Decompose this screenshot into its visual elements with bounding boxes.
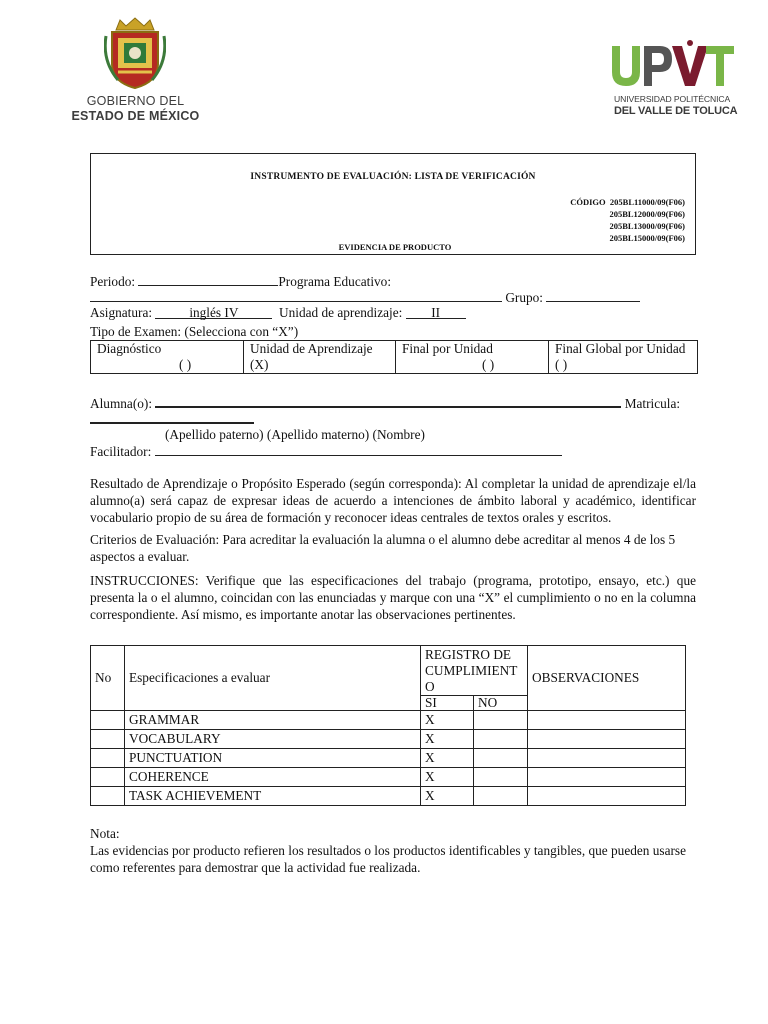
- row-no: [91, 787, 125, 806]
- row-obs-cell[interactable]: [528, 787, 686, 806]
- codigo-label: CÓDIGO: [570, 197, 606, 207]
- exam-type-row: [91, 341, 698, 374]
- row-no-cell[interactable]: [474, 749, 528, 768]
- instrucciones-paragraph: INSTRUCCIONES: Verifique que las especificaciones del trabajo (programa, prototipo, ensayo, etc.) que presenta la o el alumno, coincidan con las enunciadas y marque con una “X” el cumplimiento o no en la columna correspondiente. Así mismo, es importante anotar las observaciones pertinentes.: [90, 573, 696, 622]
- row-si-cell[interactable]: X: [421, 768, 474, 787]
- periodo-field[interactable]: [138, 272, 278, 286]
- nota-text: Las evidencias por producto refieren los resultados o los productos identificables y tangibles, que pueden usarse como referentes para demostrar que la actividad fue realizada.: [90, 843, 686, 875]
- codigo-value-4: 205BL15000/09(F06): [609, 233, 685, 243]
- row-obs-cell[interactable]: [528, 749, 686, 768]
- facilitador-label: Facilitador:: [90, 444, 152, 459]
- exam-type-label: Final Global por Unidad: [555, 341, 686, 356]
- exam-type-label: Diagnóstico: [97, 341, 162, 356]
- row-no: [91, 768, 125, 787]
- eval-header-row: [91, 646, 686, 696]
- exam-type-diagnostico[interactable]: [91, 341, 244, 374]
- row-si-cell[interactable]: X: [421, 787, 474, 806]
- exam-type-label: Unidad de Aprendizaje: [250, 341, 373, 356]
- exam-type-final-unidad[interactable]: [396, 341, 549, 374]
- title-box: [90, 153, 696, 255]
- codigo-row-1: [570, 196, 685, 208]
- upvt-mark-icon: [610, 38, 736, 90]
- row-no-cell[interactable]: [474, 787, 528, 806]
- evaluation-table: [90, 645, 686, 806]
- alumno-row: [90, 393, 680, 412]
- row-no-cell[interactable]: [474, 711, 528, 730]
- row-no: [91, 730, 125, 749]
- row-no: [91, 711, 125, 730]
- grupo-field[interactable]: [546, 288, 640, 302]
- asignatura-label: Asignatura:: [90, 305, 153, 320]
- facilitador-field[interactable]: [155, 442, 562, 456]
- exam-type-checkbox[interactable]: ( ): [179, 357, 192, 372]
- table-row: [91, 749, 686, 768]
- criterios-paragraph: Criterios de Evaluación: Para acreditar la evaluación la alumna o el alumno debe acreditar al menos 4 de los 5 aspectos a evaluar.: [90, 532, 676, 564]
- exam-type-unidad[interactable]: [244, 341, 396, 374]
- upvt-line1: UNIVERSIDAD POLITÉCNICA: [614, 94, 731, 104]
- exam-type-checkbox[interactable]: ( ): [482, 357, 495, 372]
- table-row: [91, 711, 686, 730]
- unidad-label: Unidad de aprendizaje:: [279, 305, 403, 320]
- header-no-col: NO: [474, 696, 528, 711]
- gobierno-line2: ESTADO DE MÉXICO: [71, 109, 200, 123]
- header-spec: Especificaciones a evaluar: [125, 646, 421, 711]
- codigo-value-1: 205BL11000/09(F06): [609, 197, 685, 207]
- exam-type-final-global[interactable]: [549, 341, 698, 374]
- row-no-cell[interactable]: [474, 730, 528, 749]
- gobierno-line1: GOBIERNO DEL: [86, 94, 185, 108]
- programa-row: [90, 288, 640, 306]
- programa-field[interactable]: [90, 288, 502, 302]
- alumno-field[interactable]: [155, 393, 621, 408]
- row-spec: COHERENCE: [125, 768, 421, 787]
- tipo-examen-label: Tipo de Examen: (Selecciona con “X”): [90, 324, 299, 339]
- matricula-label: Matricula:: [624, 396, 681, 411]
- row-spec: PUNCTUATION: [125, 749, 421, 768]
- alumno-label: Alumna(o):: [90, 396, 153, 411]
- matricula-field[interactable]: [90, 422, 254, 424]
- row-obs-cell[interactable]: [528, 768, 686, 787]
- codigo-value-3: 205BL13000/09(F06): [609, 221, 685, 231]
- facilitador-row: [90, 442, 562, 460]
- exam-type-checkbox[interactable]: ( ): [555, 357, 568, 372]
- row-no: [91, 749, 125, 768]
- row-si-cell[interactable]: X: [421, 749, 474, 768]
- asignatura-field[interactable]: inglés IV: [155, 305, 272, 319]
- row-si-cell[interactable]: X: [421, 711, 474, 730]
- codigo-block: [570, 196, 685, 244]
- evidencia-label: EVIDENCIA DE PRODUCTO: [338, 242, 452, 252]
- grupo-label: Grupo:: [505, 290, 543, 305]
- programa-label: Programa Educativo:: [278, 274, 392, 289]
- nota-label: Nota:: [90, 826, 120, 841]
- codigo-value-2: 205BL12000/09(F06): [609, 209, 685, 219]
- row-spec: TASK ACHIEVEMENT: [125, 787, 421, 806]
- document-title: INSTRUMENTO DE EVALUACIÓN: LISTA DE VERIFICACIÓN: [250, 172, 536, 182]
- asignatura-row: [90, 305, 466, 321]
- table-row: [91, 730, 686, 749]
- row-si-cell[interactable]: X: [421, 730, 474, 749]
- state-seal-icon: [104, 16, 166, 90]
- unidad-field[interactable]: II: [406, 305, 466, 319]
- row-spec: VOCABULARY: [125, 730, 421, 749]
- row-obs-cell[interactable]: [528, 711, 686, 730]
- upvt-logo: [610, 38, 740, 120]
- upvt-line2: DEL VALLE DE TOLUCA: [614, 105, 738, 117]
- periodo-label: Periodo:: [90, 274, 136, 289]
- exam-type-checkbox[interactable]: (X): [250, 357, 269, 372]
- resultado-paragraph: Resultado de Aprendizaje o Propósito Esperado (según corresponda): Al completar la unidad de aprendizaje el/la alumno(a) será capaz de expresar ideas de acuerdo a intenciones de ámbito laboral y académico, identificar vocabulario propio de su área de formación y reconocer ideas centrales de textos orales y escritos.: [90, 476, 696, 525]
- table-row: [91, 787, 686, 806]
- exam-type-label: Final por Unidad: [402, 341, 493, 356]
- row-no-cell[interactable]: [474, 768, 528, 787]
- row-spec: GRAMMAR: [125, 711, 421, 730]
- row-obs-cell[interactable]: [528, 730, 686, 749]
- header-observaciones: OBSERVACIONES: [528, 646, 686, 711]
- exam-type-table: [90, 340, 698, 374]
- header-si: SI: [421, 696, 474, 711]
- header-registro: REGISTRO DE CUMPLIMIENTO: [421, 646, 528, 696]
- gobierno-estado-mexico-logo: [68, 14, 203, 124]
- name-hint: (Apellido paterno) (Apellido materno) (Nombre): [165, 427, 425, 442]
- header-no: No: [91, 646, 125, 711]
- table-row: [91, 768, 686, 787]
